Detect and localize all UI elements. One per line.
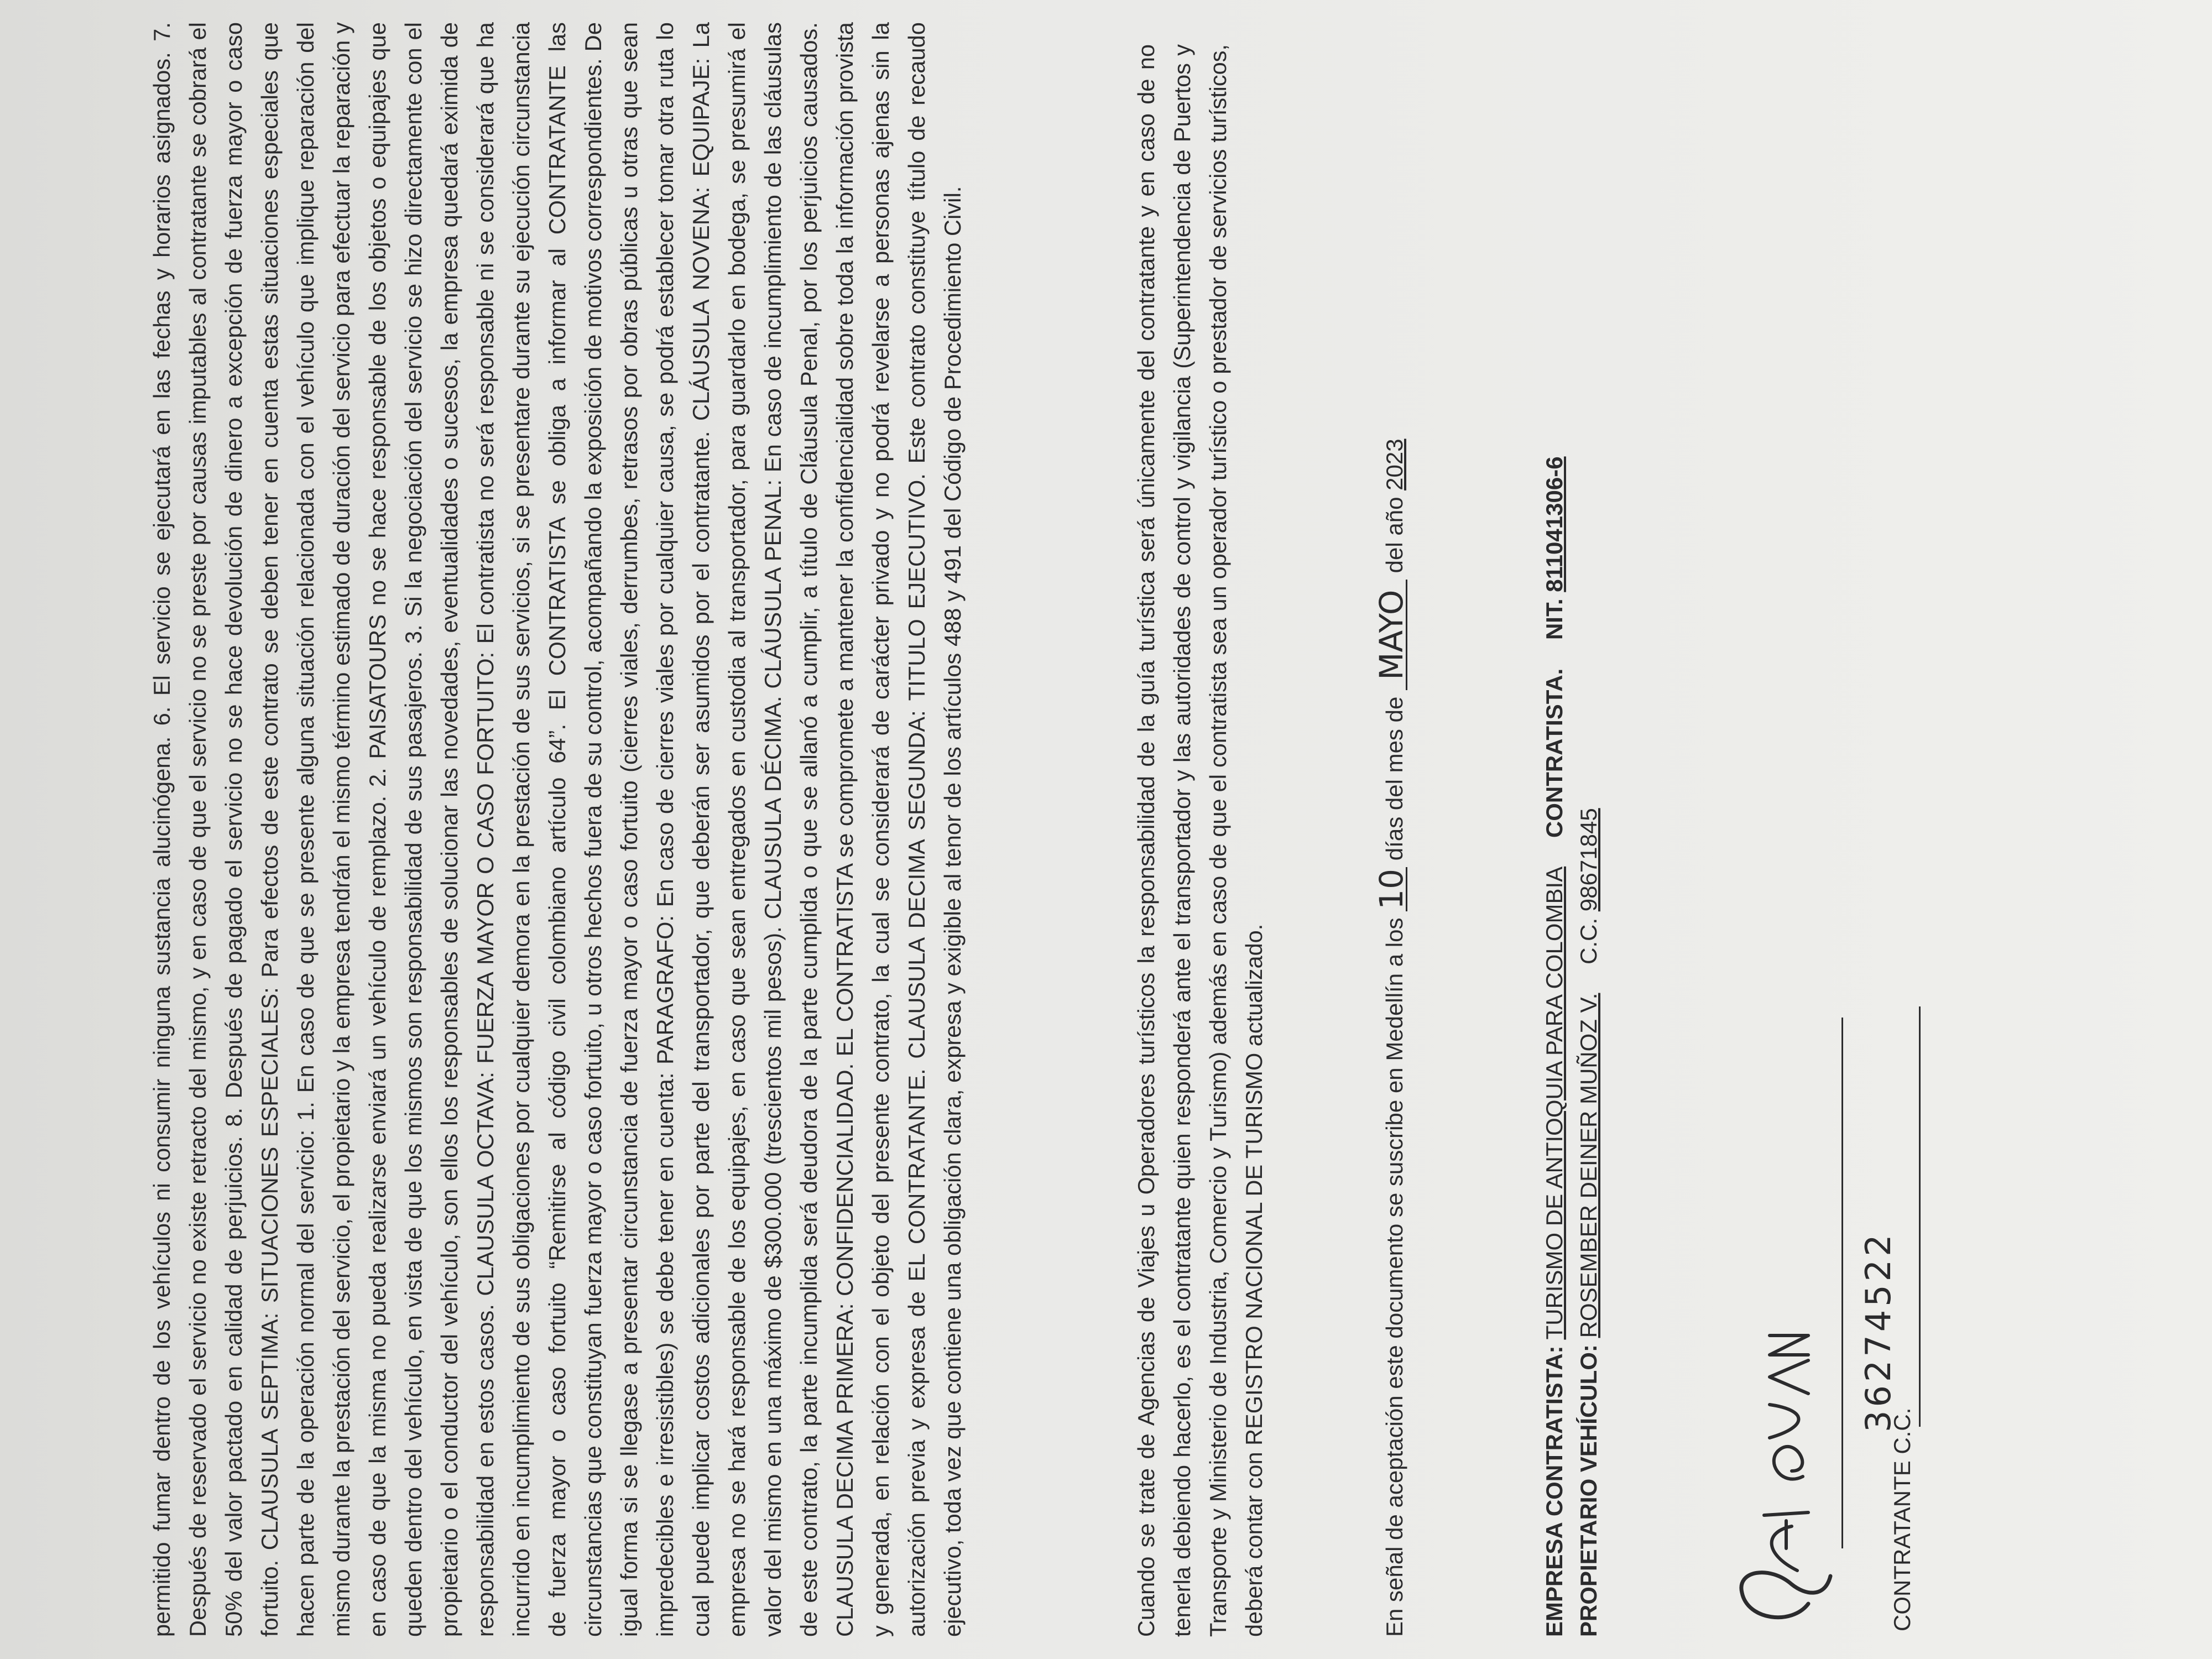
- acceptance-month: MAYO: [1377, 580, 1407, 690]
- acceptance-middle: días del mes de: [1381, 696, 1407, 861]
- clauses-paragraph: permitido fumar dentro de los vehículos ni consumir ninguna sustancia alucinógena. 6. El servicio se ejecutará en las fechas y horarios asignados. 7. Después de reservado el servicio no existe retracto del mismo, y en caso de que el servicio no se preste por causas imputables al contratante se cobrará el 50% del valor pactado en calidad de perjuicios. 8. Después de pagado el servicio no se hace devolución de dinero a excepción de fuerza mayor o caso fortuito. CLAUSULA SEPTIMA: SITUACIONES ESPECIALES: Para efectos de este contrato se deben tener en cuenta estas situaciones especiales que hacen parte de la operación normal del servicio: 1. En caso de que se presente alguna situación relacionada con el vehículo que implique reparación del mismo durante la prestación del servicio, el propietario y la empresa tendrán el mismo término estimado de duración del servicio para efectuar la reparación y en caso de que la misma no pueda realizarse enviará un vehículo de remplazo. 2. PAISATOURS no se hace responsable de los objetos o equipajes que queden dentro del vehículo, en vista de que los mismos son responsabilidad de sus pasajeros. 3. Si la negociación del servicio se hizo directamente con el propietario o el conductor del vehículo, son ellos los responsables de solucionar las novedades, eventualidades o sucesos, la empresa quedará eximida de responsabilidad en estos casos. CLAUSULA OCTAVA: FUERZA MAYOR O CASO FORTUITO: El contratista no será responsable ni se considerará que ha incurrido en incumplimiento de sus obligaciones por cualquier demora en la prestación de sus servicios, si se presentare durante su ejecución circunstancia de fuerza mayor o caso fortuito “Remitirse al código civil colombiano artículo 64”. El CONTRATISTA se obliga a informar al CONTRATANTE las circunstancias que constituyan fuerza mayor o caso fortuito, u otros hechos fuera de su control, acompañando la exposición de motivos correspondientes. De igual forma si se llegase a presentar circunstancia de fuerza mayor o caso fortuito (cierres viales, derrumbes, retrasos por obras públicas u otras que sean impredecibles e irresistibles) se debe tener en cuenta: PARAGRAFO: En caso de cierres viales por cualquier causa, se podrá establecer tomar otra ruta lo cual puede implicar costos adicionales por parte del transportador, que deberán ser asumidos por el contratante. CLÁUSULA NOVENA: EQUIPAJE: La empresa no se hará responsable de los equipajes, en caso que sean entregados en custodia al transportador, para guardarlo en bodega, se presumirá el valor del mismo en una máximo de $300.000 (trescientos mil pesos). CLAUSULA DÉCIMA. CLÁUSULA PENAL: En caso de incumplimiento de las cláusulas de este contrato, la parte incumplida será deudora de la parte cumplida o que se allanó a cumplir, a título de Cláusula Penal, por los perjuicios causados. CLAUSULA DECIMA PRIMERA: CONFIDENCIALIDAD. EL CONTRATISTA se compromete a mantener la confidencialidad sobre toda la información provista y generada, en relación con el objeto del presente contrato, la cual se considerará de carácter privado y no podrá revelarse a personas ajenas sin la autorización previa y expresa de EL CONTRATANTE. CLAUSULA DECIMA SEGUNDA: TITULO EJECUTIVO. Este contrato constituye título de recaudo ejecutivo, toda vez que contiene una obligación clara, expresa y exigible al tenor de los artículos 488 y 491 del Código de Procedimiento Civil.: [149, 22, 966, 1637]
- contratante-cc-handwritten: 36274522: [1858, 1231, 1898, 1432]
- acceptance-day: 10: [1377, 867, 1407, 911]
- acceptance-line: [1373, 44, 1411, 1637]
- nit-label: NIT.: [1541, 598, 1567, 640]
- tourism-responsibility-note: Cuando se trate de Agencias de Viajes u Operadores turísticos la responsabilidad de la guía turística será únicamente del contratante y en caso de no tenerla debiendo hacerlo, es el contratante quien responderá ante el transportador y las autoridades de control y vigilancia (Superintendencia de Puertos y Transporte y Ministerio de Industria, Comercio y Turismo) además en caso de que el contratista sea un operador turístico o prestador de servicios turísticos, deberá contar con REGISTRO NACIONAL DE TURISMO actualizado.: [1133, 44, 1267, 1637]
- acceptance-prefix: En señal de aceptación este documento se suscribe en Medellín a los: [1381, 917, 1407, 1637]
- propietario-row: [1572, 44, 1606, 1637]
- acceptance-suffix: del año: [1381, 497, 1407, 573]
- propietario-value: ROSEMBER DEINER MUÑOZ V.: [1575, 993, 1601, 1338]
- parties-block: [1537, 44, 1606, 1637]
- propietario-label: PROPIETARIO VEHÍCULO:: [1575, 1344, 1601, 1637]
- cc-value: 98671845: [1575, 808, 1601, 912]
- cc-line: [1919, 1006, 1921, 1427]
- contratista-label: CONTRATISTA.: [1541, 668, 1567, 838]
- contract-clauses: [144, 22, 971, 1637]
- acceptance-year: 2023: [1381, 439, 1407, 491]
- contratante-label: CONTRATANTE C.C.: [1889, 1407, 1915, 1631]
- empresa-row: [1537, 44, 1572, 1637]
- empresa-value: TURISMO DE ANTIOQUIA PARA COLOMBIA: [1541, 866, 1567, 1340]
- nit-value: 811041306-6: [1541, 456, 1567, 592]
- signature-line: [1841, 1018, 1843, 1548]
- signature-block: [1803, 973, 2079, 1637]
- cc-label: C.C.: [1575, 917, 1601, 964]
- empresa-label: EMPRESA CONTRATISTA:: [1541, 1345, 1567, 1637]
- handwritten-signature: [1698, 1327, 1841, 1637]
